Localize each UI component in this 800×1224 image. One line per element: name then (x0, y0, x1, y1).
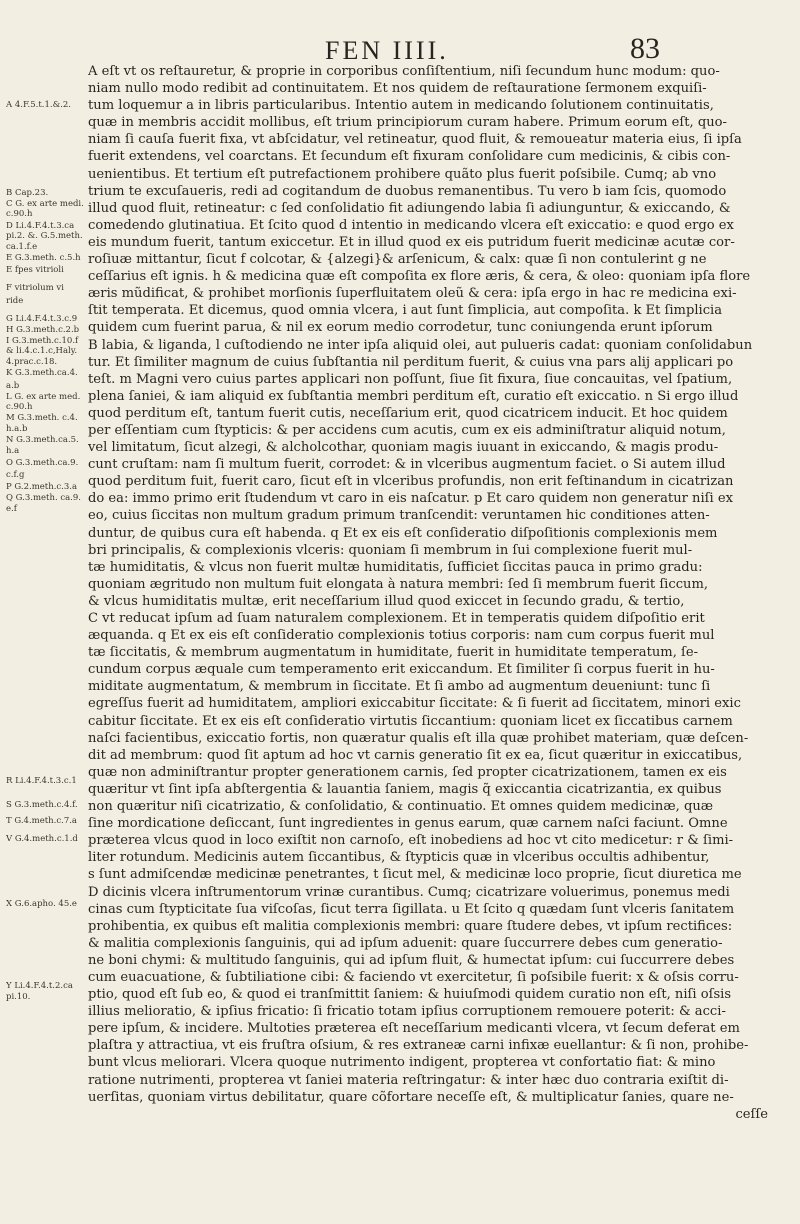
text-line: per eſſentiam cum ſtypticis: & per accidens cum acutis, cum ex eis adminiſtratur aliquid notum, (88, 422, 726, 438)
margin-note: I G.3.meth.c.10.f (6, 336, 79, 346)
text-line: tur. Et ſimiliter magnum de cuius ſubſtantia nil perditum fuerit, & cuius vna pars alij applicari po (88, 354, 734, 370)
margin-note: Y Li.4.F.4.t.2.ca (6, 981, 73, 991)
text-line: niam nullo modo redibit ad continuitatem. Et nos quidem de reſtauratione ſermonem exquiſi- (88, 81, 707, 97)
margin-note: a.b (6, 381, 20, 391)
text-line: cunt cruſtam: nam ſi multum fuerit, corrodet: & in vlceribus augmentum faciet. o Si autem illud (88, 457, 726, 473)
text-line: quidem cum fuerint parua, & nil ex eorum medio corrodetur, tunc coniungenda erunt ipſorum (88, 320, 713, 336)
text-line: A eſt vt os reſtauretur, & proprie in corporibus conſiſtentium, niſi ſecundum hunc modum: quo- (88, 64, 720, 79)
text-line: eis mundum fuerit, tantum exiccetur. Et in illud quod ex eis putridum fuerit medicinæ acutæ cor- (88, 234, 735, 250)
text-line: bri principalis, & complexionis vlceris: quoniam ſi membrum in ſui complexione fuerit mul- (88, 542, 693, 558)
margin-note: L G. ex arte med. (6, 392, 81, 402)
text-line: & malitia complexionis ſanguinis, qui ad ipſum aduenit: quare ſuccurrere debes cum generatio- (88, 935, 723, 951)
text-line: do ea: immo primo erit ſtudendum vt caro in eis naſcatur. p Et caro quidem non generatur niſi ex (88, 491, 733, 507)
margin-note: h.a (6, 446, 20, 456)
text-line: D dicinis vlcera inſtrumentorum vrinæ curantibus. Cumq; cicatrizare voluerimus, ponemus medi (88, 884, 730, 900)
margin-notes (6, 100, 86, 1200)
text-line: naſci facientibus, exiccatio fortis, non quæratur qualis eſt illa quæ prohibet materiam, quæ deſcen- (88, 730, 749, 746)
margin-note: G Li.4.F.4.t.3.c.9 (6, 314, 78, 324)
text-line: fuerit extendens, vel coarctans. Et ſecundum eſt fixuram conſolidare cum medicinis, & cibis con- (88, 149, 731, 165)
text-line: æris mũdificat, & prohibet morſionis ſuperfluitatem oleũ & cera: ipſa ergo in hac re medicina exi- (88, 286, 737, 302)
margin-note: X G.6.apho. 45.e (6, 899, 77, 909)
margin-note: P G.2.meth.c.3.a (6, 482, 78, 492)
margin-note: B Cap.23. (6, 188, 49, 198)
text-line: uerſitas, quoniam virtus debilitatur, quare cõfortare neceſſe eſt, & multiplicatur ſanies, quare ne- (88, 1089, 734, 1105)
margin-note: R Li.4.F.4.t.3.c.1 (6, 776, 77, 786)
text-line: B labia, & liganda, l cuſtodiendo ne inter ipſa aliquid olei, aut pulueris cadat: quoniam conſolidabun (88, 337, 753, 353)
folio-number: 83 (630, 32, 660, 65)
margin-note: ride (6, 296, 24, 306)
text-line: niam ſi cauſa fuerit fixa, vt abſcidatur, vel retineatur, quod fluit, & remoueatur materia eius, ſi ipſa (88, 132, 742, 148)
text-line: teſt. m Magni vero cuius partes applicari non poſſunt, ſiue ſit fixura, ſiue concauitas, vel ſpatium, (88, 371, 733, 387)
text-line: cundum corpus æquale cum temperamento erit exiccandum. Et ſimiliter ſi corpus fuerit in hu- (88, 662, 715, 678)
text-line: plaſtra y attractiua, vt eis fruſtra oſsium, & res extraneæ carni infixæ euellantur: & ſi non, prohibe- (88, 1038, 749, 1054)
text-line: illud quod fluit, retineatur: c ſed conſolidatio fit adiungendo labia ſi adiunguntur, & exiccando, & (88, 200, 731, 216)
margin-note: M G.3.meth. c.4. (6, 413, 78, 423)
margin-note: H G.3.meth.c.2.b (6, 325, 80, 335)
text-line: egreſſus fuerit ad humiditatem, ampliori exiccabitur ſiccitate: & ſi fuerit ad ſiccitatem, minori exic (88, 696, 741, 712)
margin-note: ca.1.f.e (6, 242, 38, 252)
text-line: tum loquemur a in libris particularibus. Intentio autem in medicando ſolutionem continuitatis, (88, 98, 714, 114)
margin-note: 4.prac.c.18. (6, 357, 58, 367)
text-line: tæ humiditatis, & vlcus non fuerit multæ humiditatis, ſufficiet ſiccitas pauca in primo gradu: (88, 559, 703, 575)
catchword: ceſſe (735, 1106, 768, 1122)
text-line: illius melioratio, & ipſius fricatio: ſi fricatio totam ipſius corruptionem remouere poterit: & acci- (88, 1004, 726, 1020)
text-line: quæ non adminiſtrantur propter generationem carnis, ſed propter cicatrizationem, tamen ex eis (88, 764, 727, 780)
margin-note: O G.3.meth.ca.9. (6, 458, 79, 468)
text-line: quæritur vt ſint ipſa abſtergentia & lauantia ſaniem, magis q̃ exiccantia cicatrizantia, ex quibus (88, 781, 722, 797)
text-line: roſiuæ mittantur, ſicut f colcotar, & {alzegi}& arſenicum, & calx: quæ ſi non contulerint g ne (88, 252, 707, 268)
margin-note: A 4.F.5.t.1.&.2. (6, 100, 71, 110)
text-line: quod perditum fuit, fuerit caro, ſicut eſt in vlceribus profundis, non erit feſtinandum in cicatrizan (88, 474, 734, 490)
margin-note: V G.4.meth.c.1.d (6, 834, 78, 844)
text-line: comedendo glutinatiua. Et ſcito quod d intentio in medicando vlcera eſt exiccatio: e quod ergo ex (88, 217, 734, 233)
text-line: æquanda. q Et ex eis eſt conſideratio complexionis totius corporis: nam cum corpus fuerit mul (88, 628, 715, 644)
margin-note: & li.4.c.1.c,Haly. (6, 346, 78, 356)
text-line: uenientibus. Et tertium eſt putrefactionem prohibere quãto plus fuerit poſsibile. Cumq; ab vno (88, 166, 717, 182)
text-line: dit ad membrum: quod ſit aptum ad hoc vt carnis generatio ſit ex ea, ſicut quæritur in exiccatibus, (88, 747, 743, 763)
margin-note: Q G.3.meth. ca.9. (6, 493, 81, 503)
text-line: non quæritur niſi cicatrizatio, & conſolidatio, & continuatio. Et omnes quidem medicinæ, quæ (88, 799, 714, 815)
margin-note: E fpes vitrioli (6, 265, 64, 275)
margin-note: c.f.g (6, 470, 25, 480)
text-line: cum euacuatione, & ſubtiliatione cibi: & faciendo vt exercitetur, ſi poſsibile fuerit: x & oſsis corru- (88, 969, 739, 985)
text-line: bunt vlcus meliorari. Vlcera quoque nutrimento indigent, propterea vt confortatio fiat: & mino (88, 1055, 716, 1071)
text-line: s ſunt admiſcendæ medicinæ penetrantes, t ſicut mel, & medicinæ loco proprie, ſicut diuretica me (88, 867, 742, 883)
margin-note: pi.2. &. G.5.meth. (6, 231, 83, 241)
margin-note: c.90.h (6, 209, 33, 219)
text-line: prohibentia, ex quibus eſt malitia complexionis membri: quare ſtudere debes, vt ipſum rectifices: (88, 918, 733, 934)
text-line: ſtit temperata. Et dicemus, quod omnia vlcera, i aut ſunt ſimplicia, aut compoſita. k Et ſimplicia (88, 303, 723, 319)
text-line: quod perditum eſt, tantum fuerit cutis, neceſſarium erit, quod cicatricem inducit. Et hoc quidem (88, 405, 728, 421)
margin-note: h.a.b (6, 424, 28, 434)
text-line: duntur, de quibus cura eſt habenda. q Et ex eis eſt conſideratio diſpoſitionis complexionis mem (88, 525, 718, 541)
text-line: quæ in membris accidit mollibus, eſt trium principiorum curam habere. Primum eorum eſt, quo- (88, 115, 727, 131)
text-line: liter rotundum. Medicinis autem ſiccantibus, & ſtypticis quæ in vlceribus occultis adhibentur, (88, 850, 710, 866)
text-line: ratione nutrimenti, propterea vt ſaniei materia reſtringatur: & inter hæc duo contraria exiſtit di- (88, 1072, 729, 1088)
text-line: plena ſaniei, & iam aliquid ex ſubſtantia membri perditum eſt, curatio eſt exiccatio. n Si ergo illud (88, 388, 739, 404)
margin-note: N G.3.meth.ca.5. (6, 435, 79, 445)
text-line: cabitur ſiccitate. Et ex eis eſt conſideratio virtutis ſiccantium: quoniam licet ex ſiccatibus carnem (88, 713, 733, 729)
text-line: ceſſarius eſt ignis. h & medicina quæ eſt compoſita ex flore æris, & cera, & oleo: quoniam ipſa flore (88, 269, 751, 285)
text-line: cinas cum ſtypticitate ſua viſcoſas, ſicut terra ſigillata. u Et ſcito q quædam ſunt vlceris ſanitatem (88, 901, 735, 917)
margin-note: C G. ex arte medi. (6, 199, 84, 209)
text-line: ne boni chymi: & multitudo ſanguinis, qui ad ipſum fluit, & humectat ipſum: cui ſuccurrere debes (88, 952, 735, 968)
margin-note: D Li.4.F.4.t.3.ca (6, 221, 75, 231)
text-line: eo, cuius ſiccitas non multum gradum primum tranſcendit: veruntamen hic conditiones atten- (88, 508, 710, 524)
margin-note: K G.3.meth.ca.4. (6, 368, 78, 378)
margin-note: F vitriolum vi (6, 283, 64, 293)
margin-note: T G.4.meth.c.7.a (6, 816, 77, 826)
text-line: quoniam ægritudo non multum fuit elongata à natura membri: ſed ſi membrum fuerit ſiccum, (88, 576, 709, 592)
main-text-column (88, 63, 778, 1123)
text-line: & vlcus humiditatis multæ, erit neceſſarium illud quod exiccet in ſecundo gradu, & tertio, (88, 593, 685, 609)
margin-note: pi.10. (6, 992, 31, 1002)
text-line: vel limitatum, ſicut alzegi, & alcholcothar, quoniam magis iuuant in exiccando, & magis produ- (88, 440, 719, 456)
margin-note: e.f (6, 504, 17, 514)
text-line: C vt reducat ipſum ad ſuam naturalem complexionem. Et in temperatis quidem diſpoſitio erit (88, 611, 705, 626)
text-line: ſine mordicatione deſiccant, ſunt ingredientes in genus earum, quæ carnem naſci faciunt. Omne (88, 816, 728, 832)
text-line: pere ipſum, & incidere. Multoties præterea eſt neceſſarium medicanti vlcera, vt ſecum deferat em (88, 1021, 740, 1037)
margin-note: E G.3.meth. c.5.h (6, 253, 81, 263)
text-line: præterea vlcus quod in loco exiſtit non carnoſo, eſt inobediens ad hoc vt cito medicetur: r & ſimi- (88, 833, 734, 849)
margin-note: S G.3.meth.c.4.f. (6, 800, 78, 810)
running-head: FEN IIII. (325, 36, 449, 65)
margin-note: c.90.h (6, 402, 33, 412)
text-line: tæ ſiccitatis, & membrum augmentatum in humiditate, fuerit in humiditate temperatum, ſe- (88, 645, 699, 661)
text-line: miditate augmentatum, & membrum in ſiccitate. Et ſi ambo ad augmentum deueniunt: tunc ſi (88, 679, 711, 695)
text-line: ptio, quod eſt ſub eo, & quod ei tranſmittit ſaniem: & huiuſmodi quidem curatio non eſt, niſi oſsis (88, 987, 732, 1003)
text-line: trium te excuſaueris, redi ad cogitandum de duobus remanentibus. Tu vero b iam ſcis, quomodo (88, 183, 727, 199)
